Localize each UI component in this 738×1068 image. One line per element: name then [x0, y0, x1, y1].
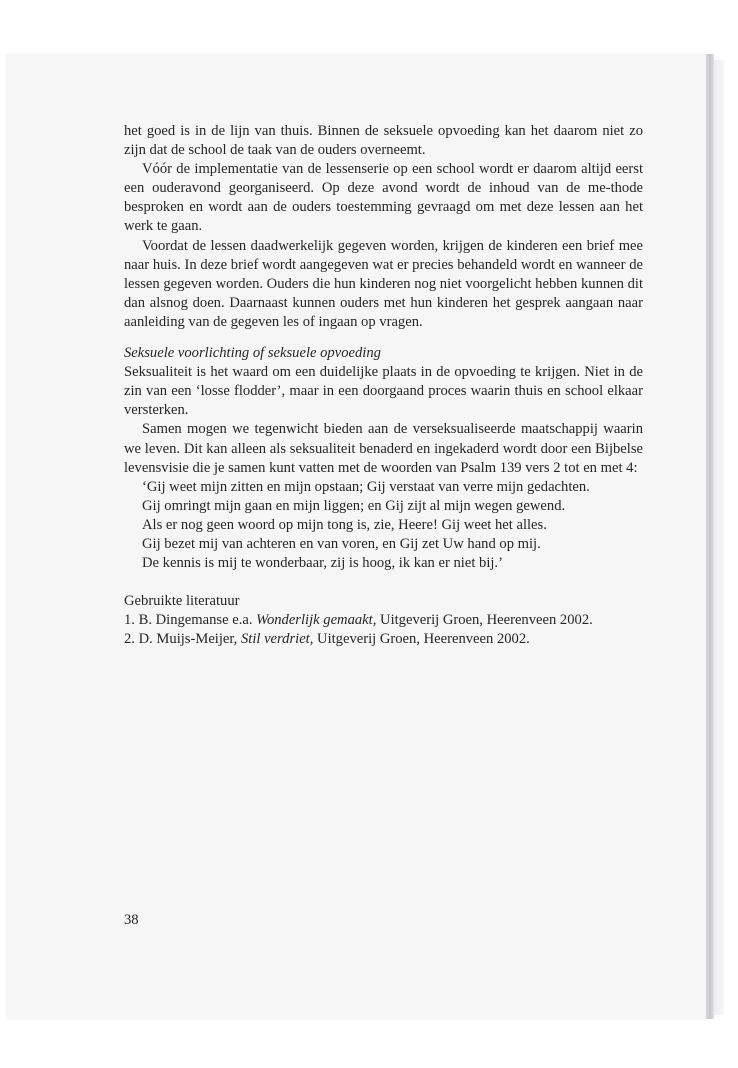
paragraph: Vóór de implementatie van de lessenserie op een school wordt er daarom altijd eerst een ouderavond georganiseerd. Op deze avond wordt de inhoud van de me-thode besproken en wordt aan de ouders toestemming gevraagd om met deze lessen aan het werk te gaan.: [124, 161, 643, 235]
literature-item-prefix: 1. B. Dingemanse e.a.: [124, 612, 257, 629]
section-heading: Seksuele voorlichting of seksuele opvoeding: [124, 345, 381, 362]
psalm-quote: [124, 478, 643, 573]
literature-item-title: Stil verdriet,: [240, 631, 314, 648]
page-edge-light: [714, 60, 724, 1015]
literature-item-suffix: Uitgeverij Groen, Heerenveen 2002.: [313, 631, 530, 648]
paragraph: het goed is in de lijn van thuis. Binnen de seksuele opvoeding kan het daarom niet zo zijn dat de school de taak van de ouders overneemt.: [124, 123, 643, 159]
literature-item: [124, 630, 643, 649]
quote-line: Gij omringt mijn gaan en mijn liggen; en Gij zijt al mijn wegen gewend.: [142, 497, 566, 514]
quote-line: Gij bezet mij van achteren en van voren, en Gij zet Uw hand op mij.: [142, 535, 541, 552]
literature-heading: Gebruikte literatuur: [124, 593, 240, 610]
quote-line: De kennis is mij te wonderbaar, zij is hoog, ik kan er niet bij.’: [142, 555, 503, 572]
literature-item-prefix: 2. D. Muijs-Meijer,: [124, 631, 241, 648]
page-edge-shadow: [706, 54, 714, 1019]
literature-item: [124, 611, 643, 630]
body-text: [124, 122, 643, 649]
literature-item-title: Wonderlijk gemaakt,: [256, 612, 377, 629]
paragraph: Seksualiteit is het waard om een duidelijke plaats in de opvoeding te krijgen. Niet in de zin van een ‘losse flodder’, maar in een doorgaand proces waarin thuis en school elkaar versterken.: [124, 364, 643, 419]
paragraph: Voordat de lessen daadwerkelijk gegeven worden, krijgen de kinderen een brief mee naar huis. In deze brief wordt aangegeven wat er precies behandeld wordt en wanneer de lessen gegeven worden. Ouders die hun kinderen nog niet voorgelicht hebben kunnen dit dan alsnog doen. Daarnaast kunnen ouders met hun kinderen het gesprek aangaan naar aanleiding van de gegeven les of ingaan op vragen.: [124, 237, 643, 330]
quote-line: Als er nog geen woord op mijn tong is, zie, Heere! Gij weet het alles.: [142, 516, 547, 533]
quote-line: ‘Gij weet mijn zitten en mijn opstaan; Gij verstaat van verre mijn gedachten.: [142, 478, 590, 495]
paragraph: Samen mogen we tegenwicht bieden aan de verseksualiseerde maatschappij waarin we leven. Dit kan alleen als seksualiteit benaderd en ingekaderd wordt door een Bijbelse levensvisie die je samen kunt vatten met de woorden van Psalm 139 vers 2 tot en met 4:: [124, 421, 643, 476]
page-number: 38: [124, 912, 139, 928]
literature-item-suffix: Uitgeverij Groen, Heerenveen 2002.: [376, 612, 593, 629]
